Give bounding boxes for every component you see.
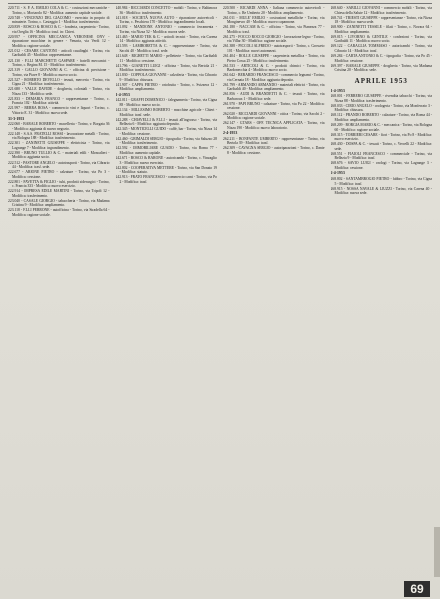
column-1 <box>8 6 110 578</box>
register-entry: 242.134 - MILLESIMO ROBERTO - macchine agricole - Chieri - Modifica: trasf. sede. <box>115 107 217 117</box>
register-entry: 222.677 - ARIONE PIETRO - calzature - Torino, via Po 3 - Modifica: cessione. <box>8 170 110 179</box>
register-entry: 222.301 - ZANINETTI GIUSEPPE - elettricista - Torino, via Lagrange 7 - Modifica: ingrandimento. <box>8 141 110 150</box>
register-entry: 268.551 - FIAIOLI FRANCESCO - commerciale - Torino, via Bellezia 9 - Modifica: trasf. <box>330 151 432 161</box>
register-entry: 221.833 - DEMARIA FRANCO - rappresentanze - Torino, c. Francia 102 - Modifica: attività. <box>8 96 110 106</box>
register-entry: 241.796 - GIANETTI LUIGI - officina - Torino, via Bertola 21 - Modifica: trasferimento. <box>115 63 217 73</box>
register-entry: 222.390 - BRUNO TULLIO & C. - materiali edili - Moncalieri - Modifica: aggiunta socio. <box>8 150 110 160</box>
register-entry: 268.915 - NOSSA NAVALE & LIUZZI - Torino, via Carena 40 - Modifica: nuova sede. <box>330 186 432 196</box>
page-edge-tab <box>434 527 440 577</box>
register-entry: 242.345 - MONTICELLI GUIDO - caffè, bar - Torino, via Nizza 14 - Modifica: cessione. <box>115 127 217 136</box>
register-entry: 220.748 - VINCENZO DEL GIACOMO - esercizio in proprio di minuterie. Torino, c. Casteggio 1 - Modifica: trasferimento. <box>8 15 110 25</box>
register-entry: 269.015 - LIVORNO & GENTILE - confezioni - Torino, via Garibaldi 11 - Modifica: nuovo socio. <box>330 34 432 44</box>
register-entry: 261.404 - ROLLE GIUSEPPE - carpenteria metallica - Torino, via Pietro Cossa 25 - Modifica: trasferimento. <box>223 53 325 63</box>
register-entry: 241.465 - MARIO TEK & C. - articoli tecnici - Torino, via Carena 14 - Modifica: aggiunta attività. <box>115 34 217 44</box>
register-entry: 220.711 - S. P. A. EMILIO COLA & C. - costruzioni meccaniche - Torino, c. Mortarolo 82 - Modifica: aumento capitale sociale. <box>8 6 110 15</box>
register-entry: 221.527 - ROBERTO DEVELLO - tessuti, merceria - Torino, via Cigna 21 - Modifica: trasferimento. <box>8 77 110 87</box>
register-entry: 269.284 - CARTA ANTONIO & C. - tipografia - Torino, via Po 45 - Modifica: cessione. <box>330 53 432 63</box>
register-entry: 222.801 - FAVETTA & FIGLIO - tubi, prodotti siderurgici - Torino, c. Francia 333 - Modifica: nuovo esercizio. <box>8 179 110 189</box>
register-entry: 268.430 - DOSPA & C. - tessuti - Torino, c. Vercelli 22 - Modifica: sede. <box>330 142 432 151</box>
register-entry: 240.984 - RICCIARDI CONCETTO - mobili - Torino, v. Baltimora 36 - Modifica: trasferimento. <box>115 6 217 15</box>
register-entry: 241.593 - LAMBORETTA & C. - rappresentanze - Torino, via Sacchi 40 - Modifica: trasf. sede. <box>115 44 217 53</box>
register-entry: 261.856 - AUDI & BRANDETTI & C. - tessuti - Torino, via Barbaroux 1 - Modifica: sede. <box>223 92 325 101</box>
register-entry: 241.830 - COPPOLA GIOVANNI - calzoleria - Torino, via Cibrario 9 - Modifica: chiusura. <box>115 73 217 82</box>
register-entry: 221.130 - F.LLI MARCHETTI GASPARE - fratelli meccanici - Torino, c. Regina M. 15 - Modifica: trasferimento. <box>8 58 110 68</box>
register-entry: 222.060 - BARALE ROBERTO - macelleria - Torino, v. Borgata 36 - Modifica: aggiunta di nuovo negozio. <box>8 122 110 131</box>
register-entry: 268.802 - SANTAMBROGIO PIETRO - fabbro - Torino, via Cigna 5 - Modifica: trasf. <box>330 177 432 186</box>
column-4 <box>331 6 433 578</box>
register-entry: 221.319 - GALLO GIOVANNI & C. - officina di precisione - Torino, via Piave 8 - Modifica: nuovo socio. <box>8 68 110 77</box>
register-entry: 222.148 - S.A.S. FRATELLI ROSSI - lavorazione metalli - Torino, via Bologna 188 - Modifica: trasferimento. <box>8 131 110 141</box>
register-entry: 242.913 - FRATO FRANCESCO - commercio carni - Torino, via Po 2 - Modifica: trasf. <box>115 175 217 184</box>
register-entry: 268.033 - CIRIO ANGELO - orologeria - Torino, via Monferrato 3 - Modifica: chiusura. <box>330 103 432 113</box>
top-rule <box>8 3 432 4</box>
register-entry: 262.211 - BONFANTE UMBERTO - rappresentanze - Torino, via Bertola 39 - Modifica: trasf. <box>223 136 325 146</box>
register-entry: 242.011 - GRAFFI DOMENICO - falegnameria - Torino, via Cigna 88 - Modifica: nuovo socio. <box>115 98 217 107</box>
register-entry: 268.676 - SAVIO LUIGI - orologi - Torino, via Lagrange 3 - Modifica: cessione. <box>330 161 432 170</box>
register-entry: 269.122 - CARAGLIA TOMMASO - autoricambi - Torino, via Cibrario 14 - Modifica: trasf. <box>330 44 432 53</box>
text-columns <box>8 6 432 578</box>
register-entry: 261.388 - PICCOLI ALFREDO - autotrasporti - Torino, c. Grosseto 101 - Modifica: nuovi automezzi. <box>223 44 325 53</box>
register-entry: 221.997 - BERRA ROSA - commercio vini e liquori - Torino, c. Vittorio E. 31 - Modifica: nuova sede. <box>8 106 110 116</box>
date-line: 31-3-1953 <box>8 116 25 121</box>
page-footer <box>0 579 440 599</box>
register-entry: 242.288 - CHIAVELLI & F.LLI - tessuti all'ingrosso - Torino, via Bellezia 6 - Modifica: aggiunta deposito. <box>115 117 217 127</box>
date-line: 1-4-1953 <box>330 88 345 93</box>
register-entry: 268.315 - TORRIERI CESARE - fiori - Torino, via Po 8 - Modifica: nuovo esercizio. <box>330 132 432 142</box>
register-entry: 261.799 - ARMANDO ARMANDO - materiali elettrici - Torino, via Garibaldi 40 - Modifica: ampliamento. <box>223 82 325 92</box>
register-entry: 262.309 - CAVAGNA SERGIO - autoriparazioni - Torino, c. Dante 8 - Modifica: cessione. <box>223 146 325 155</box>
register-entry: 220.957 - OFFICINA MECCANICA VERONESE ONV - riparazione macchine in genere - Venaria, via Verdi 12 - Modifica: ragione sociale. <box>8 34 110 48</box>
register-entry: 268.112 - PRANDO ROBERTO - calzature - Torino, via Roma 44 - Modifica: ampliamento. <box>330 113 432 122</box>
register-entry: 261.011 - MULE' EMILIO - costruzioni metalliche - Torino, via Monginevro 40 - Modifica: nuovo capannone. <box>223 15 325 25</box>
column-3 <box>223 6 325 578</box>
register-entry: 242.460 - GRIMALDI SERGIO - tipografia - Torino, via Saluzzo 28 - Modifica: trasferimento. <box>115 136 217 146</box>
register-entry: 221.012 - CESARE CANTONI - articoli casalinghi - Torino, via Garibaldi 45 - Modifica: rappresentanze. <box>8 48 110 58</box>
register-entry: 242.671 - BOSCO & BARONE - autoricambi - Torino, c. Vinzaglio 3 - Modifica: nuovo esercizio. <box>115 155 217 165</box>
register-entry: 242.802 - COOPERATIVA METTERE - Torino, via San Donato 19 - Modifica: statuto. <box>115 165 217 175</box>
register-entry: 262.020 - RICCIARDI GIOVANNI - ottica - Torino, via Sacchi 2 - Modifica: ragione sociale. <box>223 111 325 121</box>
register-entry: 241.648 - RIGHETTI MARIO - pelletterie - Torino, via Garibaldi 11 - Modifica: cessione. <box>115 53 217 63</box>
register-entry: 268.640 - SABILLI GIOVANNI - commercio mobili - Torino, via Chiesa della Salute 12 - Modifica: trasferimento. <box>330 6 432 15</box>
register-entry: 220.839 - ROSCO & BOSCO & C. - fonderia, carpenteria - Torino, via Oreglia 16 - Modifica: trasf. in: Chieri. <box>8 25 110 34</box>
register-entry: 268.741 - TRIESTI GIUSEPPE - rappresentanze - Torino, via Nizza 18 - Modifica: nuova sede. <box>330 15 432 25</box>
register-entry: 222.914 - IMPRESA EDILE MARTINI - Torino, via Tripoli 12 - Modifica: trasferimento. <box>8 189 110 198</box>
register-entry: 262.147 - GTARS - OFF. TECNICA APPLICATA - Torino, via Nizza 190 - Modifica: nuovo laboratorio. <box>223 121 325 130</box>
register-entry: 223.040 - CASALE GIORGIO - tabaccheria - Torino, via Madama Cristina 9 - Modifica: ampliamento. <box>8 198 110 208</box>
date-line: 2-4-1953 <box>223 131 238 136</box>
register-entry: 241.907 - CAPPA PIETRO - ortofrutta - Torino, c. Svizzera 12 - Modifica: ampliamento. <box>115 82 217 92</box>
register-entry: 242.592 - IMMOBILIARE GUADO - Torino, via Roma 77 - Modifica: aumento capitale. <box>115 146 217 155</box>
register-entry: 268.001 - FERRERO GIUSEPPE - rivendita tabacchi - Torino, via Nizza 88 - Modifica: trasferimento. <box>330 94 432 103</box>
register-entry: 221.680 - VALLE DAVIDE - drogheria, coloniali - Torino, via Nizza 133 - Modifica: sede. <box>8 87 110 96</box>
register-entry: 269.397 - BARALE GIUSEPPE - drogheria - Torino, via Madama Cristina 20 - Modifica: sede. <box>330 63 432 73</box>
register-entry: 261.970 - PAPI BRUNO - calzature - Torino, via Po 22 - Modifica: cessione. <box>223 101 325 111</box>
section-heading: APRILE 1953 <box>354 76 408 85</box>
register-entry: 222.512 - PASTORE ANGELO - autotrasporti - Torino, via Cibrario 44 - Modifica: trasf. sede. <box>8 160 110 170</box>
page-number: 69 <box>404 581 430 597</box>
register-entry: 261.642 - BERARDO FRANCESCO - commercio legnami - Torino, via Cernaia 18 - Modifica: aggiunta deposito. <box>223 73 325 82</box>
register-entry: 268.209 - BORGIA MARIO & C. - meccanica - Torino, via Bologna 60 - Modifica: ragione sociale. <box>330 122 432 132</box>
column-2 <box>116 6 218 578</box>
register-entry: 220.500 - RICARDI ANNA - Italiana commercio autoveicoli - Torino, c. Re Umberto 20 - Modifica: ampliamento. <box>223 6 325 15</box>
register-entry: 223.118 - F.LLI PERRONE - autofficina - Torino, via Stradella 64 - Modifica: ragione sociale. <box>8 208 110 218</box>
date-line: 1-4-1953 <box>115 92 130 97</box>
register-entry: 261.533 - ARTICOLI & C. - prodotti chimici - Torino, via Bardonecchia 4 - Modifica: nuovo socio. <box>223 63 325 73</box>
register-entry: 241.092 - MANDONE ANTONIO - commercio ferramenta - Torino, via Nizza 52 - Modifica: nuova sede. <box>115 25 217 34</box>
register-entry: 268.900 - ZANINETTI TESSILE - filati - Torino, c. Novara 64 - Modifica: ampliamento. <box>330 25 432 34</box>
register-entry: 261.275 - FOCCO ROCCO GIORGIO - lavorazione legno - Torino, via Villar 30 - Modifica: ragione sociale. <box>223 34 325 44</box>
register-entry: 261.180 - NACCAM & C. - officina - Torino, via Pianezza 77 - Modifica: trasf. <box>223 25 325 34</box>
date-line: 2-4-1953 <box>330 171 345 176</box>
register-entry: 241.018 - SOCIETÀ NUOVA AUTO - riparazione autoveicoli - Torino, c. Peschiera 170 - Modifica: ingrandimento locali. <box>115 15 217 25</box>
